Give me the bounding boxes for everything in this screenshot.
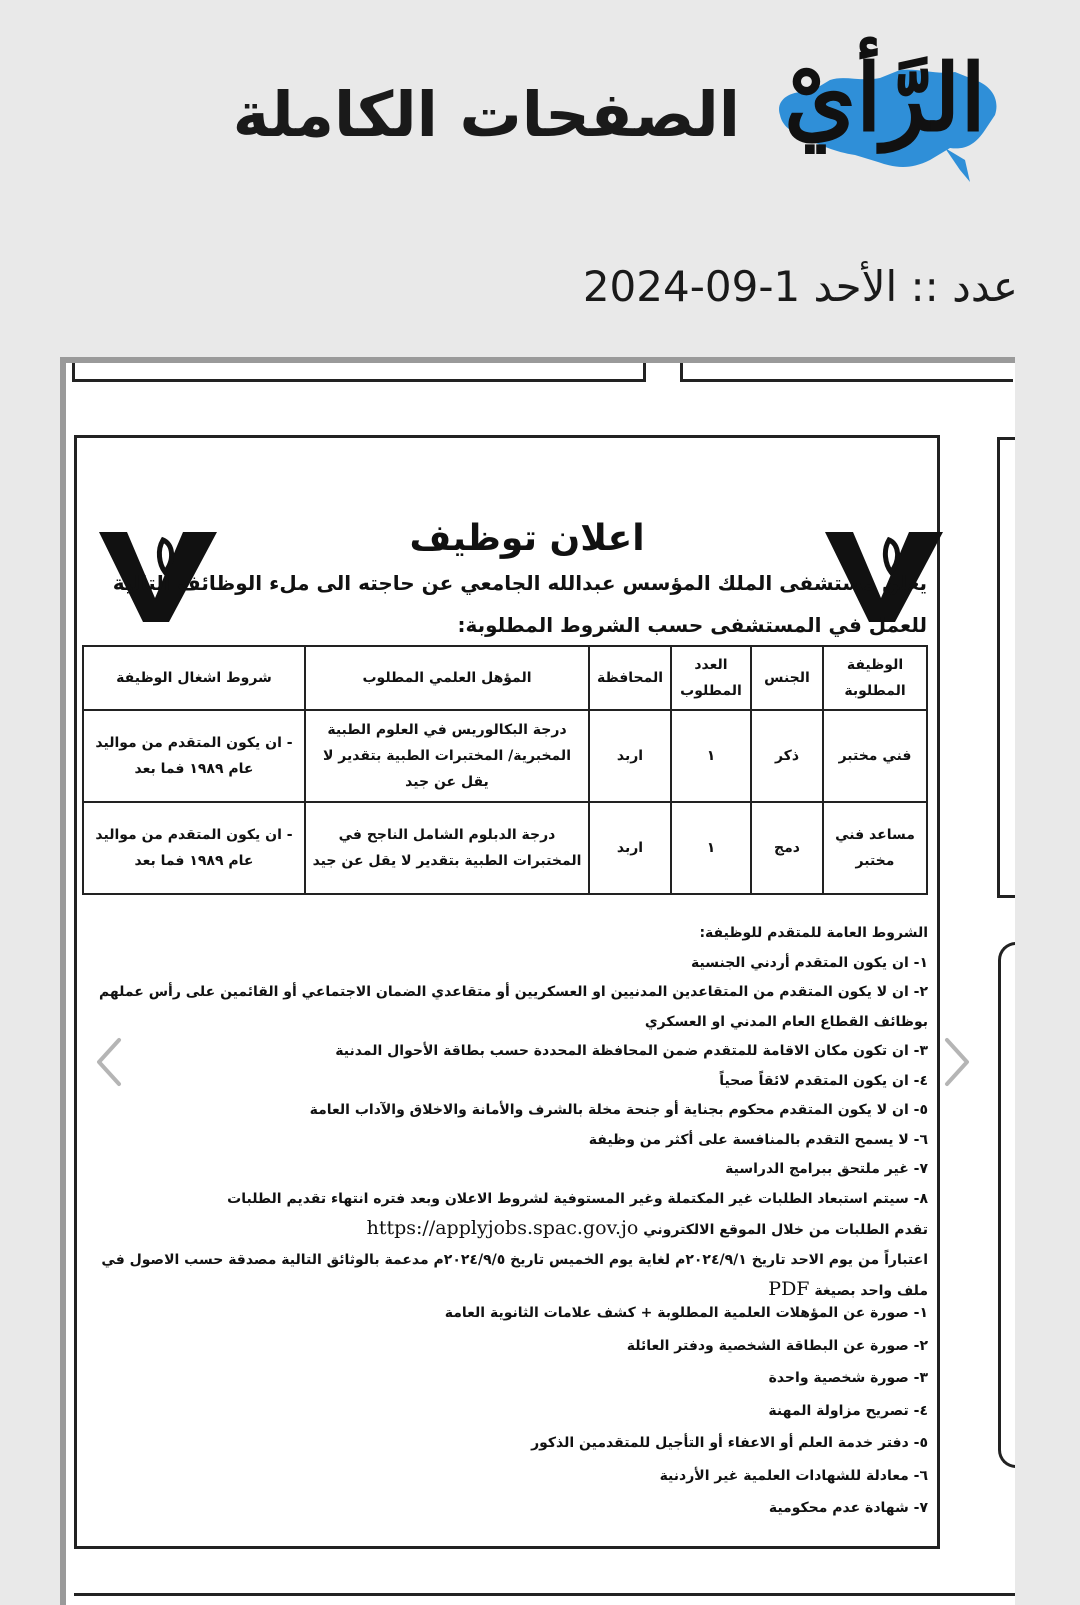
adjacent-column <box>997 437 1015 898</box>
next-page-button[interactable] <box>938 1032 978 1092</box>
table-row <box>83 802 927 894</box>
viewer-border-left <box>60 357 66 1605</box>
document-item: ٧- شهادة عدم محكومية <box>768 1500 928 1516</box>
condition-item: ٥- ان لا يكون المتقدم محكوم بجناية أو جنحة مخلة بالشرف والأمانة والاخلاق والآداب العامة <box>309 1102 928 1118</box>
adjacent-column <box>998 942 1015 1468</box>
conditions-title: الشروط العامة للمتقدم للوظيفة: <box>699 925 928 941</box>
condition-item: ٢- ان لا يكون المتقدم من المتقاعدين المدنيين او العسكريين أو متقاعدي الضمان الاجتماعي أو القائمين على رأس عملهم بوظائف القطاع العام المدني او العسكري <box>98 984 928 1030</box>
ad-intro: يعلن مستشفى الملك المؤسس عبدالله الجامعي عن حاجته الى ملء الوظائف التالية للعمل في المستشفى حسب الشروط المطلوبة: <box>112 571 927 637</box>
document-item: ٥- دفتر خدمة العلم أو الاعفاء أو التأجيل للمتقدمين الذكور <box>531 1435 928 1451</box>
app-header <box>0 0 1080 200</box>
job-governorate: اربد <box>589 802 671 894</box>
job-conditions: - ان يكون المتقدم من مواليد عام ١٩٨٩ فما بعد <box>83 710 305 802</box>
period-text: اعتباراً من يوم الاحد تاريخ ٢٠٢٤/٩/١م لغاية يوم الخميس تاريخ ٢٠٢٤/٩/٥م مدعمة بالوثائق التالية مصدقة حسب الاصول في ملف واحد بصيغة <box>101 1251 928 1299</box>
divider <box>74 1593 1015 1596</box>
previous-page-button[interactable] <box>88 1032 128 1092</box>
job-count: ١ <box>671 710 751 802</box>
job-qualification: درجة البكالوريس في العلوم الطبية المخبرية/ المختبرات الطبية بتقدير لا يقل عن جيد <box>305 710 589 802</box>
job-qualification: درجة الدبلوم الشامل الناجح في المختبرات الطبية بتقدير لا يقل عن جيد <box>305 802 589 894</box>
chevron-left-icon <box>91 1036 125 1088</box>
table-header: الوظيفة المطلوبة <box>823 646 927 710</box>
apply-text: تقدم الطلبات من خلال الموقع الالكتروني <box>643 1222 928 1238</box>
job-gender: ذكر <box>751 710 823 802</box>
period-format: PDF <box>768 1278 810 1300</box>
document-item: ٦- معادلة للشهادات العلمية غير الأردنية <box>659 1467 928 1484</box>
table-header: المؤهل العلمي المطلوب <box>305 646 589 710</box>
section-title: الصفحات الكاملة <box>232 78 740 151</box>
general-conditions <box>80 919 928 1307</box>
page-viewer[interactable] <box>60 357 1015 1605</box>
table-header: شروط اشغال الوظيفة <box>83 646 305 710</box>
document-item: ١- صورة عن المؤهلات العلمية المطلوبة + كشف علامات الثانوية العامة <box>444 1305 928 1321</box>
table-row <box>83 710 927 802</box>
required-documents <box>80 1297 928 1525</box>
job-title: فني مختبر <box>823 710 927 802</box>
ad-title: اعلان توظيف <box>409 518 645 559</box>
issue-date: عدد :: الأحد 1-09-2024 <box>582 262 1018 311</box>
condition-item: ٧- غير ملتحق ببرامج الدراسية <box>725 1161 928 1177</box>
jobs-table <box>82 645 928 895</box>
logo-text: الرَّأيْ <box>784 44 986 152</box>
adjacent-ad-box <box>72 363 646 382</box>
table-header: الجنس <box>751 646 823 710</box>
job-gender: دمج <box>751 802 823 894</box>
condition-item: ٨- سيتم استبعاد الطلبات غير المكتملة وغير المستوفية لشروط الاعلان وبعد فتره انتهاء تقديم الطلبات <box>227 1190 928 1207</box>
alrai-logo[interactable] <box>760 20 1010 190</box>
job-count: ١ <box>671 802 751 894</box>
chevron-right-icon <box>941 1036 975 1088</box>
job-conditions: - ان يكون المتقدم من مواليد عام ١٩٨٩ فما بعد <box>83 802 305 894</box>
document-item: ٢- صورة عن البطاقة الشخصية ودفتر العائلة <box>626 1337 928 1354</box>
condition-item: ٦- لا يسمح التقدم بالمنافسة على أكثر من وظيفة <box>588 1131 928 1148</box>
table-header: العدد المطلوب <box>671 646 751 710</box>
table-header: المحافظة <box>589 646 671 710</box>
condition-item: ٤- ان يكون المتقدم لائقاً صحياً <box>719 1072 928 1089</box>
document-item: ٤- تصريح مزاولة المهنة <box>768 1402 928 1419</box>
job-title: مساعد فني مختبر <box>823 802 927 894</box>
apply-line <box>80 1214 928 1246</box>
apply-url: https://applyjobs.spac.gov.jo <box>366 1217 639 1239</box>
adjacent-ad-box <box>680 363 1013 382</box>
condition-item: ٣- ان تكون مكان الاقامة للمتقدم ضمن المحافظة المحددة حسب بطاقة الأحوال المدنية <box>335 1043 928 1059</box>
document-item: ٣- صورة شخصية واحدة <box>768 1370 928 1386</box>
job-governorate: اربد <box>589 710 671 802</box>
condition-item: ١- ان يكون المتقدم أردني الجنسية <box>691 954 928 971</box>
